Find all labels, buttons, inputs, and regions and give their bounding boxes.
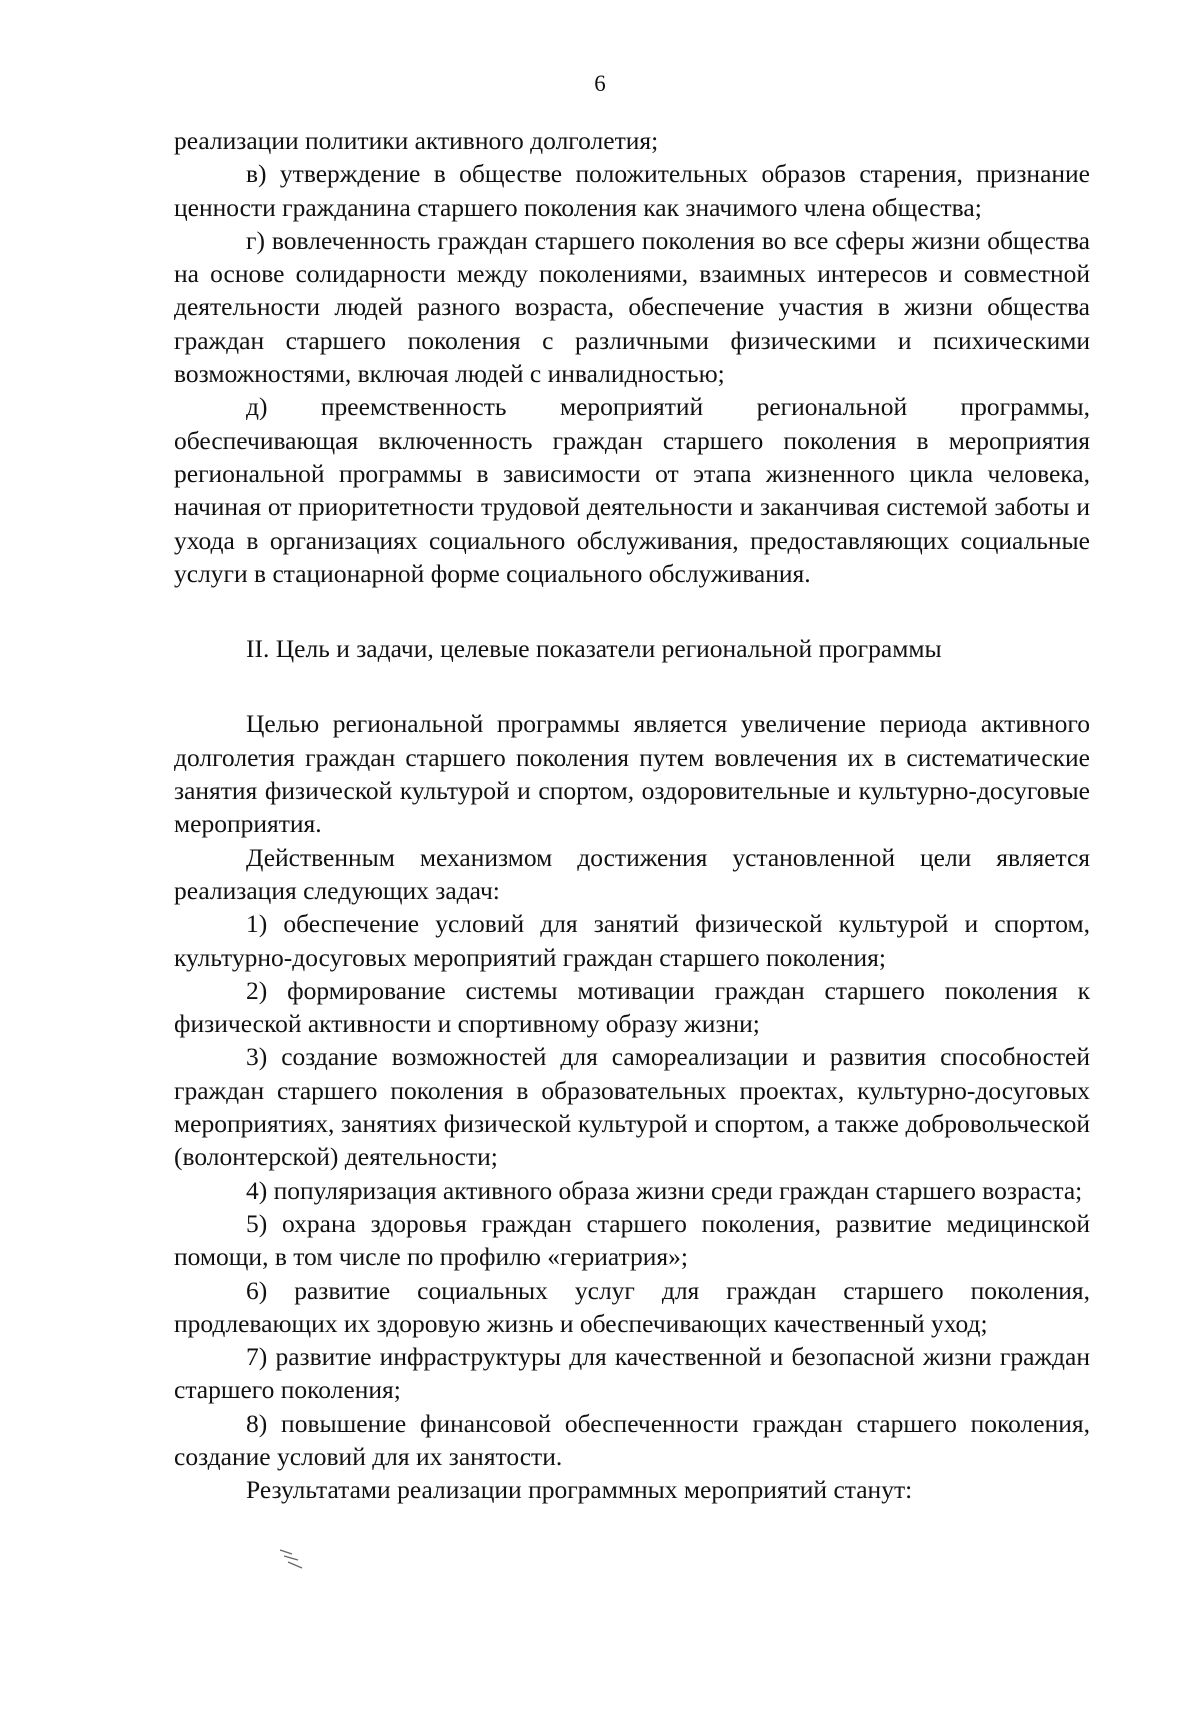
- list-item: 1) обеспечение условий для занятий физической культурой и спортом, культурно-досуговых мероприятий граждан старшего поколения;: [174, 909, 1090, 972]
- paragraph: Целью региональной программы является увеличение периода активного долголетия граждан старшего поколения путем вовлечения их в систематические занятия физической культурой и спортом, оздоровительные и культурно-досуговые мероприятия.: [174, 709, 1090, 839]
- page-number: 6: [594, 71, 606, 96]
- paragraph: Действенным механизмом достижения установленной цели является реализация следующих задач:: [174, 842, 1090, 905]
- paragraph: Результатами реализации программных мероприятий станут:: [246, 1475, 913, 1505]
- paragraph: д) преемственность мероприятий региональной программы, обеспечивающая включенность граждан старшего поколения в мероприятия региональной программы в зависимости от этапа жизненного цикла человека, начиная от приоритетности трудовой деятельности и заканчивая системой заботы и ухода в организациях социального обслуживания, предоставляющих социальные услуги в стационарной форме социального обслуживания.: [174, 392, 1090, 588]
- list-item: 7) развитие инфраструктуры для качественной и безопасной жизни граждан старшего поколения;: [174, 1342, 1090, 1405]
- document-body: [174, 124, 1090, 1507]
- list-item: 3) создание возможностей для самореализации и развития способностей граждан старшего поколения в образовательных проектах, культурно-досуговых мероприятиях, занятиях физической культурой и спортом, а также добровольческой (волонтерской) деятельности;: [174, 1042, 1090, 1172]
- paragraph: реализации политики активного долголетия;: [174, 126, 659, 155]
- list-item: 2) формирование системы мотивации граждан старшего поколения к физической активности и спортивному образу жизни;: [174, 975, 1090, 1039]
- paragraph: в) утверждение в обществе положительных образов старения, признание ценности гражданина старшего поколения как значимого члена общества;: [174, 159, 1090, 222]
- list-item: 6) развитие социальных услуг для граждан старшего поколения, продлевающих их здоровую жизнь и обеспечивающих качественный уход;: [174, 1275, 1090, 1338]
- list-item: 5) охрана здоровья граждан старшего поколения, развитие медицинской помощи, в том числе по профилю «гериатрия»;: [174, 1208, 1090, 1272]
- list-item: 4) популяризация активного образа жизни среди граждан старшего возраста;: [246, 1175, 1083, 1205]
- section-heading: II. Цель и задачи, целевые показатели региональной программы: [246, 634, 942, 664]
- paragraph: г) вовлеченность граждан старшего поколения во все сферы жизни общества на основе солидарности между поколениями, взаимных интересов и совместной деятельности людей разного возраста, обеспечение участия в жизни общества граждан старшего поколения с различными физическими и психическими возможностями, включая людей с инвалидностью;: [174, 225, 1090, 389]
- list-item: 8) повышение финансовой обеспеченности граждан старшего поколения, создание условий для их занятости.: [174, 1408, 1090, 1471]
- scan-mark-icon: [278, 1546, 308, 1570]
